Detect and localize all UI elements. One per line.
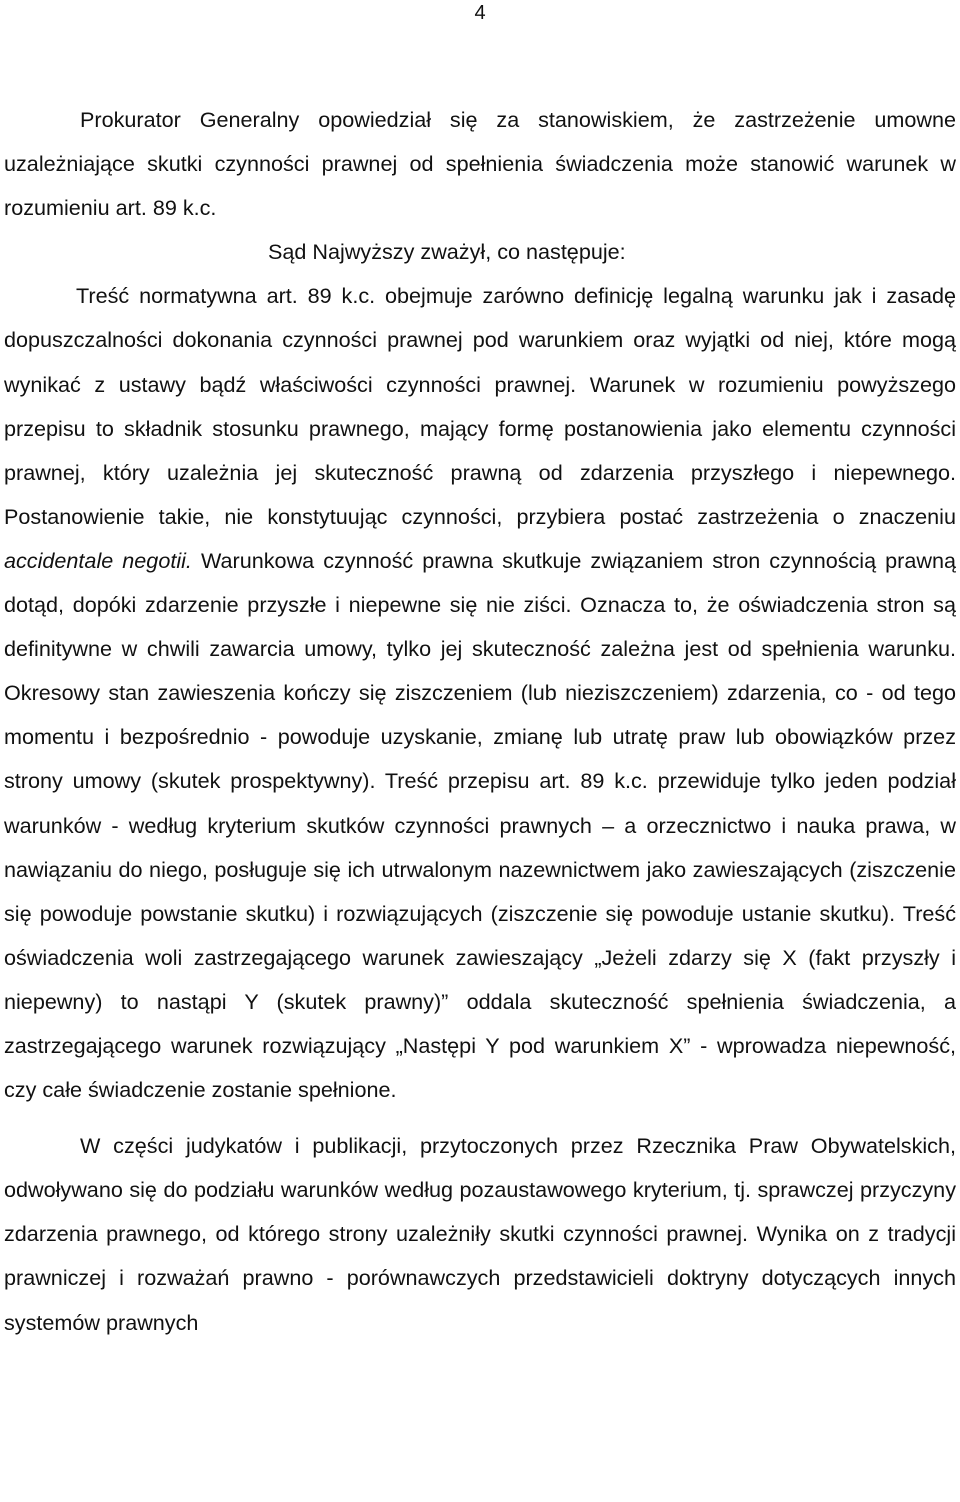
- page-number: 4: [474, 2, 486, 24]
- paragraph-court-considered: Sąd Najwyższy zważył, co następuje:: [268, 239, 626, 265]
- paragraph-normative-content: [4, 274, 956, 1112]
- paragraph-judgments-publications: W części judykatów i publikacji, przytoczonych przez Rzecznika Praw Obywatelskich, odwoływano się do podziału warunków według pozaustawowego kryterium, tj. sprawczej przyczyny zdarzenia prawnego, od którego strony uzależniły skutki czynności prawnej. Wynika on z tradycji prawniczej i rozważań prawno - porównawczych przedstawicieli doktryny dotyczących innych systemów prawnych: [4, 1133, 956, 1335]
- paragraph-prosecutor-position: Prokurator Generalny opowiedział się za stanowiskiem, że zastrzeżenie umowne uzależniające skutki czynności prawnej od spełnienia świadczenia może stanowić warunek w rozumieniu art. 89 k.c.: [4, 107, 956, 221]
- latin-term-accidentale-negotii: accidentale negotii.: [4, 547, 192, 573]
- paragraph-normative-content-part1: Treść normatywna art. 89 k.c. obejmuje zarówno definicję legalną warunku jak i zasadę dopuszczalności dokonania czynności prawnej pod warunkiem oraz wyjątki od niej, które mogą wynikać z ustawy bądź właściwości czynności prawnej. Warunek w rozumieniu powyższego przepisu to składnik stosunku prawnego, mający formę postanowienia jako elementu czynności prawnej, który uzależnia jej skuteczność prawną od zdarzenia przyszłego i niepewnego. Postanowienie takie, nie konstytuując czynności, przybiera postać zastrzeżenia o znaczeniu: [4, 283, 956, 529]
- paragraph-normative-content-part2: Warunkowa czynność prawna skutkuje związaniem stron czynnością prawną dotąd, dopóki zdarzenie przyszłe i niepewne się nie ziści. Oznacza to, że oświadczenia stron są definitywne w chwili zawarcia umowy, tylko jej skuteczność zależna jest od spełnienia warunku. Okresowy stan zawieszenia kończy się ziszczeniem (lub nieziszczeniem) zdarzenia, co - od tego momentu i bezpośrednio - powoduje uzyskanie, zmianę lub utratę praw lub obowiązków przez strony umowy (skutek prospektywny). Treść przepisu art. 89 k.c. przewiduje tylko jeden podział warunków - według kryterium skutków czynności prawnych – a orzecznictwo i nauka prawa, w nawiązaniu do niego, posługuje się ich utrwalonym nazewnictwem jako zawieszających (ziszczenie się powoduje powstanie skutku) i rozwiązujących (ziszczenie się powoduje ustanie skutku). Treść oświadczenia woli zastrzegającego warunek zawieszający „Jeżeli zdarzy się X (fakt przyszły i niepewny) to nastąpi Y (skutek prawny)” oddala skuteczność spełnienia świadczenia, a zastrzegającego warunek rozwiązujący „Następi Y pod warunkiem X” - wprowadza niepewność, czy całe świadczenie zostanie spełnione.: [4, 547, 956, 1103]
- document-body: [4, 98, 956, 1345]
